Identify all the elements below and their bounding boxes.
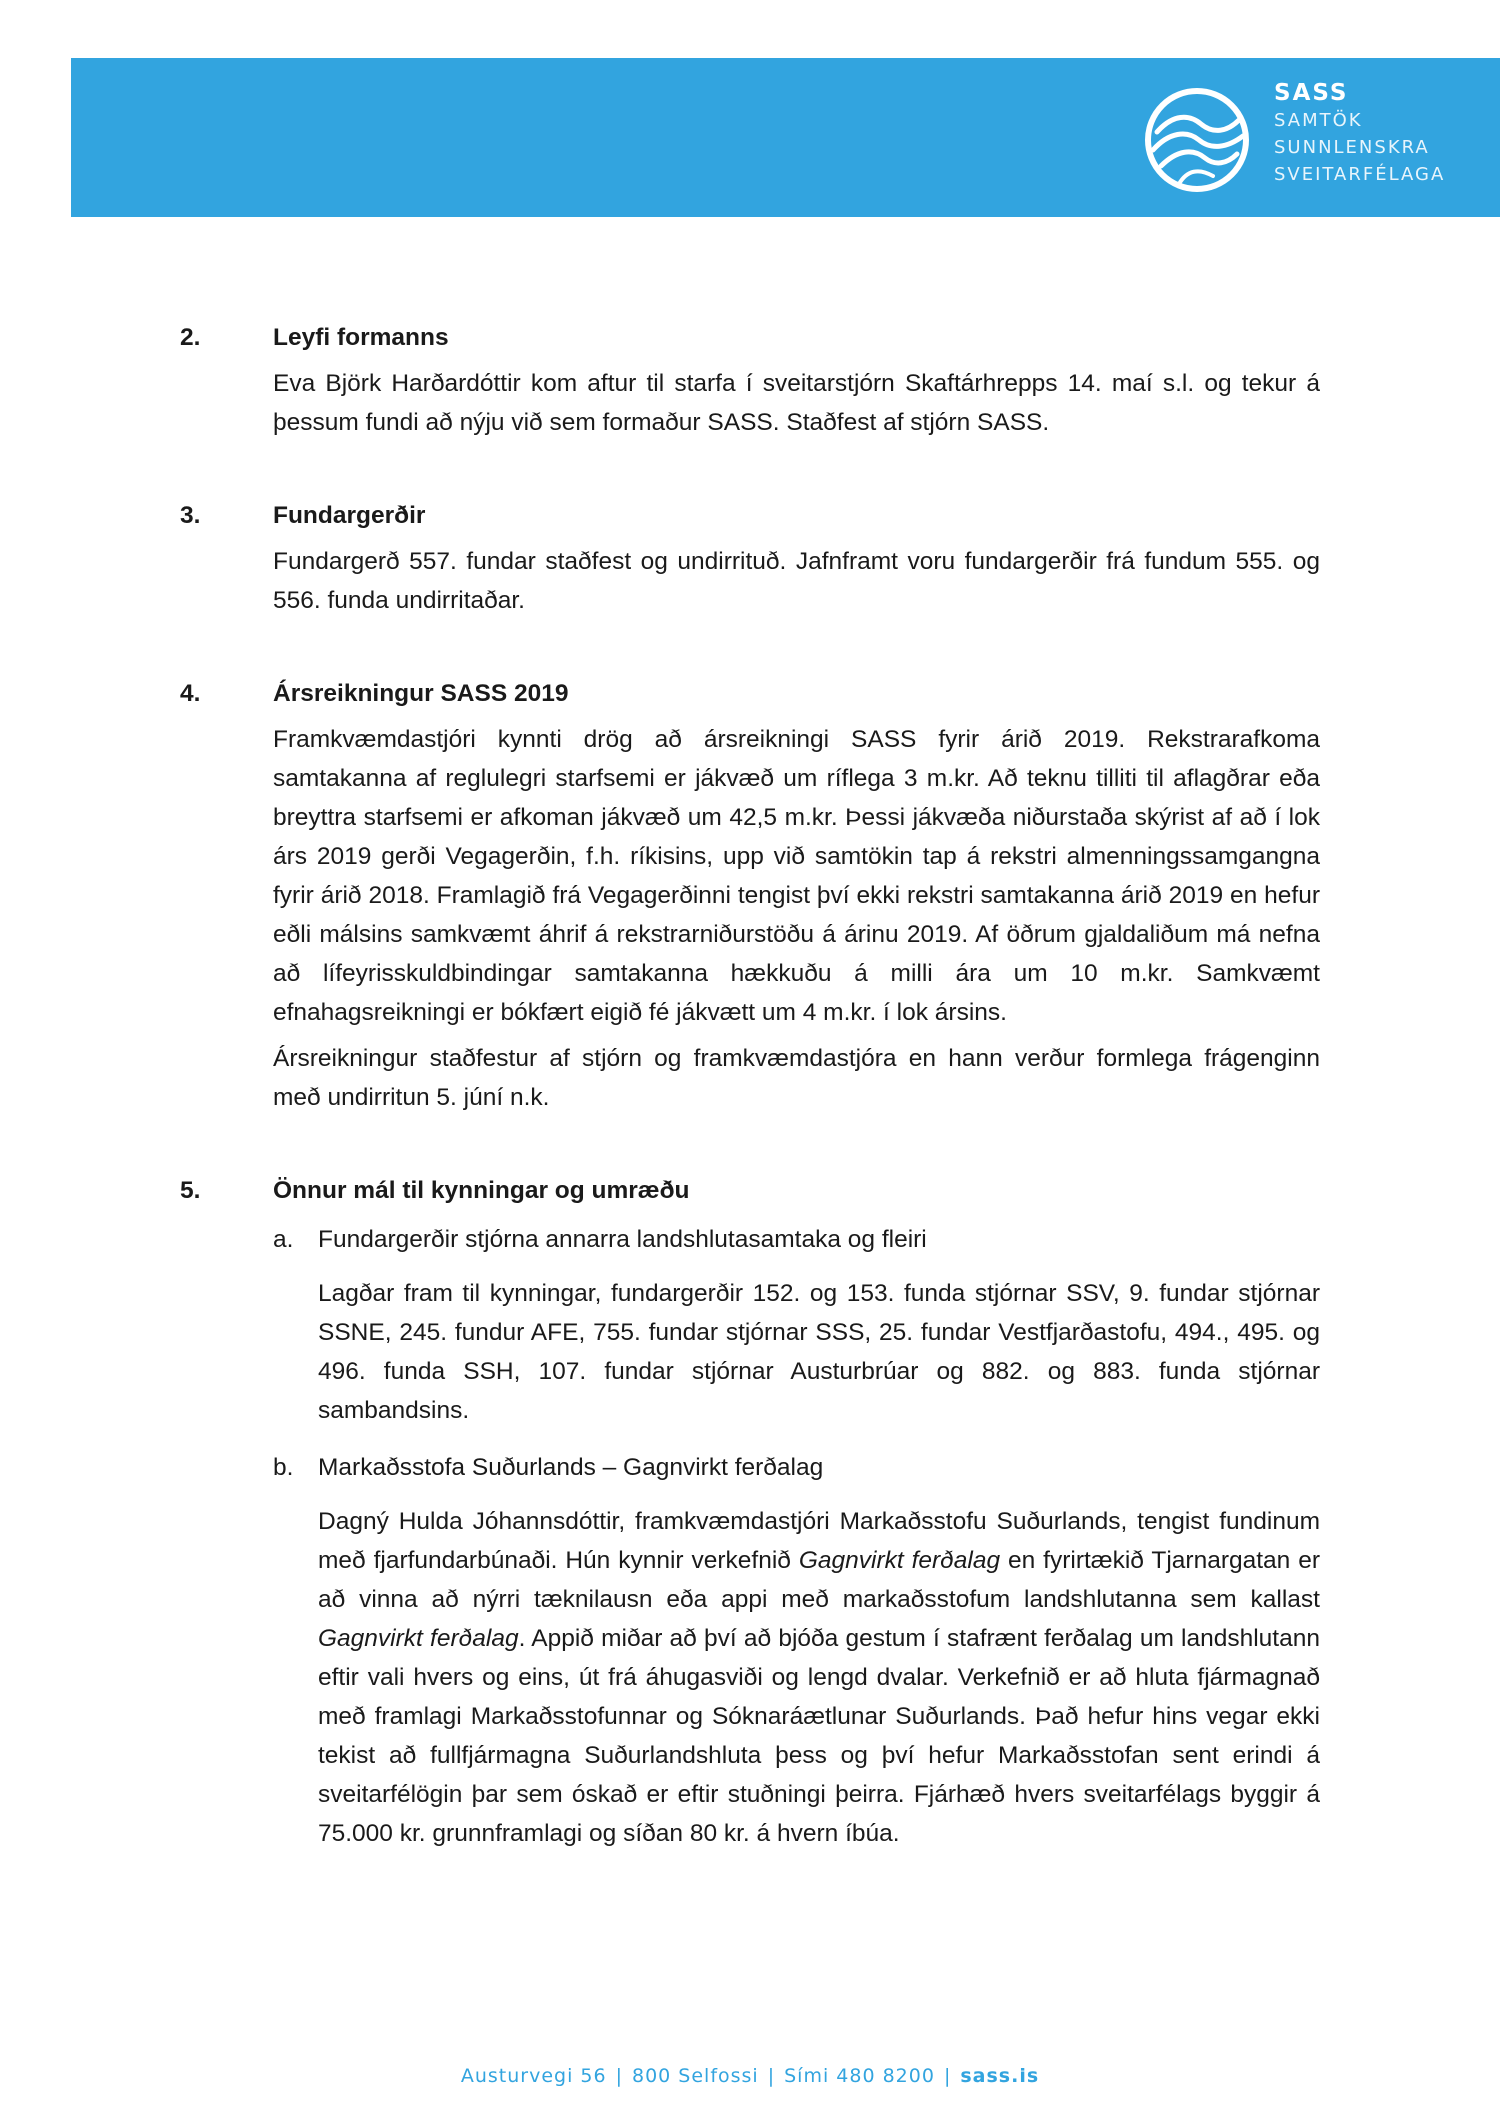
logo-line-2: SUNNLENSKRA	[1274, 137, 1430, 158]
footer-phone: Sími 480 8200	[784, 2065, 935, 2087]
text-run: . Appið miðar að því að bjóða gestum í stafrænt ferðalag um landshlutann eftir vali hvers og eins, út frá áhugasviði og lengd dvalar. Verkefnið er að hluta fjármagnað með framlagi Markaðsstofunnar og Sóknaráætlunar Suðurlands. Það hefur hins vegar ekki tekist að fullfjármagna Suðurlandshluta þess og því hefur Markaðsstofan sent erindi á sveitarfélögin þar sem óskað er eftir stuðningi þeirra. Fjárhæð hvers sveitarfélags byggir á 75.000 kr. grunnframlagi og síðan 80 kr. á hvern íbúa.	[318, 1625, 1320, 1847]
section-5	[180, 1171, 1320, 1853]
subitem-title: Markaðsstofa Suðurlands – Gagnvirkt ferðalag	[318, 1454, 824, 1481]
logo-abbr: SASS	[1274, 80, 1349, 106]
subitem-body	[318, 1502, 1320, 1853]
section-3	[180, 496, 1320, 620]
footer-postal: 800 Selfossi	[631, 2065, 759, 2087]
section-title: Ársreikningur SASS 2019	[273, 680, 569, 707]
section-number: 4.	[180, 680, 201, 707]
section-4	[180, 674, 1320, 1117]
section-2	[180, 318, 1320, 442]
section-title: Fundargerðir	[273, 502, 426, 529]
section-paragraph: Ársreikningur staðfestur af stjórn og framkvæmdastjóra en hann verður formlega frágenginn með undirritun 5. júní n.k.	[273, 1045, 1320, 1111]
footer-separator: |	[615, 2065, 623, 2087]
section-title: Leyfi formanns	[273, 324, 449, 351]
text-run: Dagný Hulda Jóhannsdóttir, framkvæmdastjóri Markaðsstofu Suðurlands, tengist fundinum með fjarfundarbúnaði. Hún kynnir verkefnið	[318, 1508, 1320, 1574]
section-paragraph: Fundargerð 557. fundar staðfest og undirrituð. Jafnframt voru fundargerðir frá fundum 555. og 556. funda undirritaðar.	[273, 548, 1320, 614]
italic-term: Gagnvirkt ferðalag	[798, 1547, 1001, 1574]
sass-wave-circle-icon	[1143, 86, 1251, 194]
section-number: 3.	[180, 502, 201, 529]
text-run: en fyrirtækið Tjarnargatan er að vinna að nýrri tæknilausn eða appi með markaðsstofum landshlutanna sem kallast	[318, 1547, 1320, 1613]
page-footer	[0, 2065, 1500, 2087]
section-title: Önnur mál til kynningar og umræðu	[273, 1177, 690, 1204]
subitem-body: Lagðar fram til kynningar, fundargerðir 152. og 153. funda stjórnar SSV, 9. fundar stjórnar SSNE, 245. fundur AFE, 755. fundar stjórnar SSS, 25. fundar Vestfjarðastofu, 494., 495. og 496. funda SSH, 107. fundar stjórnar Austurbrúar og 882. og 883. funda stjórnar sambandsins.	[318, 1280, 1320, 1424]
footer-separator: |	[767, 2065, 776, 2087]
section-number: 2.	[180, 324, 201, 351]
footer-address: Austurvegi 56	[460, 2065, 607, 2087]
italic-term: Gagnvirkt ferðalag	[318, 1625, 519, 1652]
subitem-b	[273, 1448, 1320, 1853]
subitem-a	[273, 1220, 1320, 1430]
section-number: 5.	[180, 1177, 201, 1204]
logo-line-1: SAMTÖK	[1274, 110, 1363, 131]
subitem-title: Fundargerðir stjórna annarra landshlutasamtaka og fleiri	[318, 1226, 927, 1253]
logo-text	[1274, 80, 1445, 188]
section-paragraph: Eva Björk Harðardóttir kom aftur til starfa í sveitarstjórn Skaftárhrepps 14. maí s.l. og tekur á þessum fundi að nýju við sem formaður SASS. Staðfest af stjórn SASS.	[273, 370, 1320, 436]
footer-separator: |	[943, 2065, 952, 2087]
logo-line-3: SVEITARFÉLAGA	[1274, 164, 1446, 185]
document-body	[180, 318, 1320, 1907]
footer-website-link[interactable]: sass.is	[960, 2065, 1040, 2087]
subitem-letter: a.	[273, 1226, 294, 1253]
section-paragraph: Framkvæmdastjóri kynnti drög að ársreikningi SASS fyrir árið 2019. Rekstrarafkoma samtakanna af reglulegri starfsemi er jákvæð um ríflega 3 m.kr. Að teknu tilliti til aflagðrar eða breyttra starfsemi er afkoman jákvæð um 42,5 m.kr. Þessi jákvæða niðurstaða skýrist af að í lok árs 2019 gerði Vegagerðin, f.h. ríkisins, upp við samtökin tap á rekstri almenningssamgangna fyrir árið 2018. Framlagið frá Vegagerðinni tengist því ekki rekstri samtakanna árið 2019 en hefur eðli málsins samkvæmt áhrif á rekstrarniðurstöðu á árinu 2019. Af öðrum gjaldaliðum má nefna að lífeyrisskuldbindingar samtakanna hækkuðu á milli ára um 10 m.kr. Samkvæmt efnahagsreikningi er bókfært eigið fé jákvætt um 4 m.kr. í lok ársins.	[273, 726, 1320, 1026]
subitem-letter: b.	[273, 1454, 294, 1481]
